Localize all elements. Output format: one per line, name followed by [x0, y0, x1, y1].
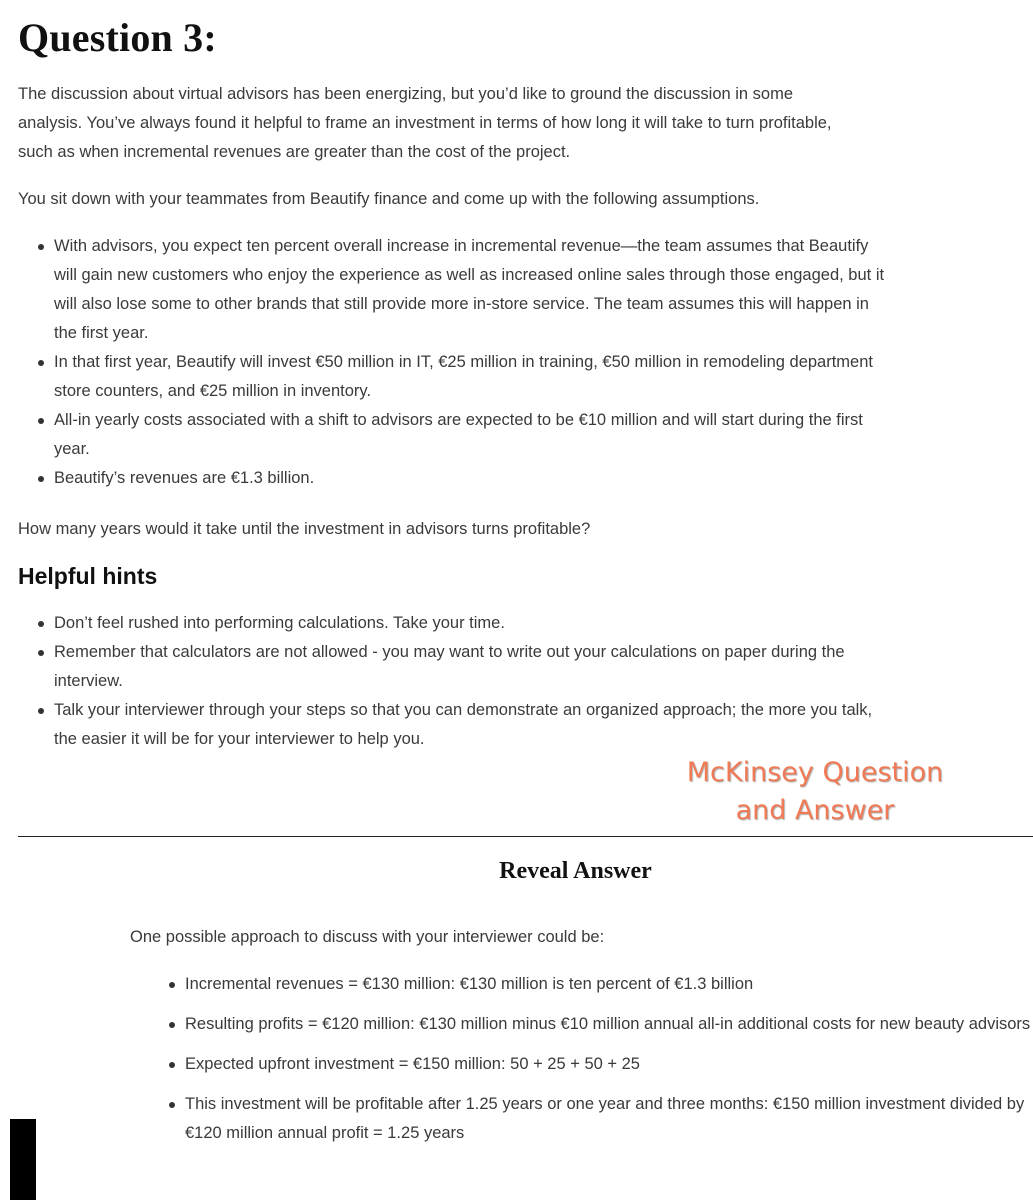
- page-title: Question 3:: [18, 15, 217, 60]
- question-prompt: How many years would it take until the investment in advisors turns profitable?: [18, 520, 591, 538]
- section-divider: [18, 836, 1033, 837]
- hints-heading: Helpful hints: [18, 563, 158, 589]
- assumptions-list: [18, 232, 894, 493]
- answer-intro: One possible approach to discuss with your interviewer could be:: [130, 928, 605, 946]
- edge-bar: [10, 1119, 36, 1200]
- answer-list: [130, 970, 1033, 1159]
- intro-paragraph: The discussion about virtual advisors has been energizing, but you’d like to ground the discussion in some analysis. You’ve always found it helpful to frame an investment in terms of how long it will take to turn profitable, such as when incremental revenues are greater than the cost of the project.: [18, 85, 832, 161]
- assumption-item: Beautify’s revenues are €1.3 billion.: [54, 464, 894, 493]
- answer-item: Expected upfront investment = €150 million: 50 + 25 + 50 + 25: [185, 1050, 1033, 1079]
- answer-item: Resulting profits = €120 million: €130 million minus €10 million annual all-in additional costs for new beauty advisors: [185, 1010, 1033, 1039]
- hint-item: Remember that calculators are not allowed - you may want to write out your calculations on paper during the interview.: [54, 638, 894, 696]
- assumption-item: In that first year, Beautify will invest €50 million in IT, €25 million in training, €50 million in remodeling department store counters, and €25 million in inventory.: [54, 348, 894, 406]
- answer-item: This investment will be profitable after 1.25 years or one year and three months: €150 million investment divided by €120 million annual profit = 1.25 years: [185, 1090, 1033, 1148]
- watermark-line: and Answer: [735, 795, 895, 826]
- assumption-item: All-in yearly costs associated with a shift to advisors are expected to be €10 million and will start during the first year.: [54, 406, 894, 464]
- answer-item: Incremental revenues = €130 million: €130 million is ten percent of €1.3 billion: [185, 970, 1033, 999]
- assumption-item: With advisors, you expect ten percent overall increase in incremental revenue—the team assumes that Beautify will gain new customers who enjoy the experience as well as increased online sales through those engaged, but it will also lose some to other brands that still provide more in-store service. The team assumes this will happen in the first year.: [54, 232, 894, 348]
- hints-list: [18, 609, 894, 754]
- hint-item: Talk your interviewer through your steps so that you can demonstrate an organized approach; the more you talk, the easier it will be for your interviewer to help you.: [54, 696, 894, 754]
- hint-item: Don’t feel rushed into performing calculations. Take your time.: [54, 609, 894, 638]
- watermark-text: [650, 754, 980, 830]
- setup-paragraph: You sit down with your teammates from Beautify finance and come up with the following assumptions.: [18, 190, 760, 208]
- reveal-answer-toggle[interactable]: Reveal Answer: [499, 858, 652, 884]
- watermark-line: McKinsey Question: [686, 757, 944, 788]
